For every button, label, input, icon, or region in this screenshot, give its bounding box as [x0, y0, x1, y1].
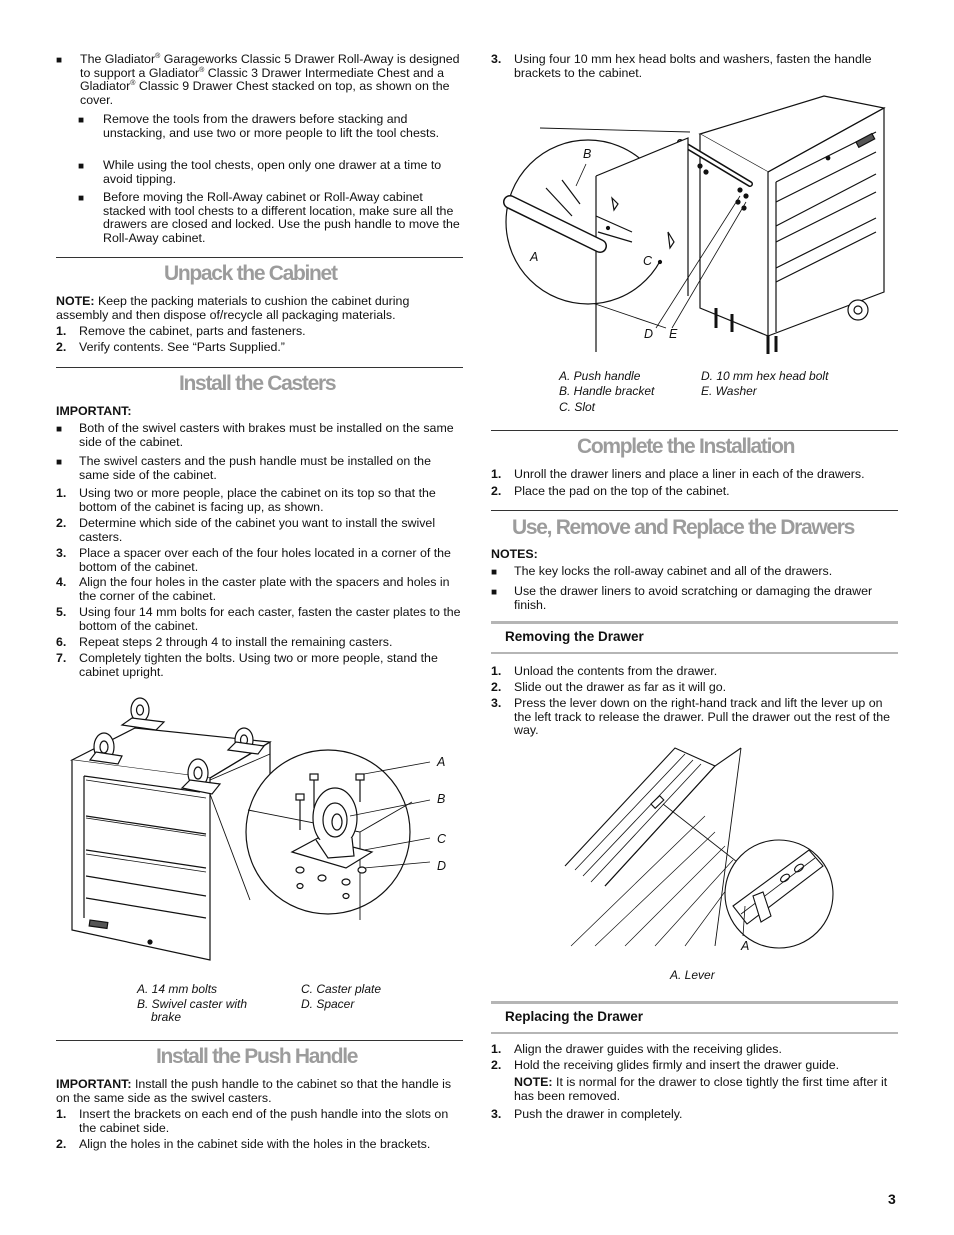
bullet-marker: ■: [78, 115, 85, 126]
caster-caption: A. 14 mm bolts: [137, 982, 218, 996]
removing-heading: Removing the Drawer: [505, 629, 644, 644]
unpack-step: Verify contents. See “Parts Supplied.”: [79, 340, 285, 354]
caster-caption: C. Caster plate: [301, 982, 382, 996]
drawers-note: The key locks the roll-away cabinet and all of the drawers.: [514, 564, 833, 578]
casters-step: Using four 14 mm bolts for each caster, fasten the caster plates to the bottom of the cabinet.: [79, 605, 461, 633]
caster-caption: D. Spacer: [301, 997, 355, 1011]
intro-subbullet: While using the tool chests, open only one drawer at a time to avoid tipping.: [103, 158, 442, 186]
subsection-bar: [491, 621, 898, 624]
complete-step: Unroll the drawer liners and place a liner in each of the drawers.: [514, 467, 865, 481]
figure-label: D: [644, 327, 654, 341]
drawers-heading: Use, Remove and Replace the Drawers: [512, 516, 854, 539]
handle-caption: C. Slot: [559, 400, 596, 414]
figure-label: B: [437, 792, 446, 806]
figure-label: C: [643, 254, 653, 268]
handle-caption: A. Push handle: [559, 369, 641, 383]
bullet-marker: ■: [56, 457, 63, 468]
section-divider: [56, 367, 463, 368]
casters-bullet: The swivel casters and the push handle must be installed on the same side of the cabinet.: [79, 454, 431, 482]
casters-step: Place a spacer over each of the four holes located in a corner of the bottom of the cabinet.: [79, 546, 451, 574]
drawers-notes-label: NOTES:: [491, 547, 538, 561]
caster-caption: brake: [151, 1010, 182, 1024]
lever-caption: A. Lever: [670, 968, 715, 982]
replacing-note: NOTE: It is normal for the drawer to close tightly the first time after it has been removed.: [514, 1075, 888, 1103]
drawer-lever-illustration: [565, 746, 825, 946]
push-handle-step: Using four 10 mm hex head bolts and washers, fasten the handle brackets to the cabinet.: [514, 52, 872, 80]
casters-step: Repeat steps 2 through 4 to install the remaining casters.: [79, 635, 393, 649]
removing-step: Slide out the drawer as far as it will go.: [514, 680, 727, 694]
handle-caption: E. Washer: [701, 384, 757, 398]
casters-step: Completely tighten the bolts. Using two or more people, stand the cabinet upright.: [79, 651, 438, 679]
unpack-note: NOTE: Keep the packing materials to cushion the cabinet during assembly and then dispose of/recycle all packaging materials.: [56, 294, 410, 322]
bullet-marker: ■: [78, 161, 85, 172]
section-divider: [56, 1040, 463, 1041]
replacing-step: Align the drawer guides with the receiving glides.: [514, 1042, 782, 1056]
subsection-bar: [491, 1032, 898, 1034]
figure-label: A: [437, 755, 446, 769]
section-divider: [491, 430, 898, 431]
figure-label: E: [669, 327, 678, 341]
figure-label: C: [437, 832, 447, 846]
page-number: 3: [888, 1191, 896, 1207]
push-handle-heading: Install the Push Handle: [156, 1045, 358, 1068]
removing-step: Press the lever down on the right-hand track and lift the lever up on the left track to release the drawer. Pull the drawer out the rest of the way.: [514, 696, 891, 738]
intro-subbullet: Remove the tools from the drawers before stacking and unstacking, and use two or more people to lift the tool chests.: [103, 112, 440, 140]
bullet-marker: ■: [56, 55, 63, 66]
handle-caption: D. 10 mm hex head bolt: [701, 369, 829, 383]
bullet-marker: ■: [56, 424, 63, 435]
unpack-heading: Unpack the Cabinet: [164, 262, 337, 285]
replacing-heading: Replacing the Drawer: [505, 1009, 644, 1024]
unpack-step: Remove the cabinet, parts and fasteners.: [79, 324, 306, 338]
push-handle-important: IMPORTANT: Install the push handle to the cabinet so that the handle is on the same side as the swivel casters.: [56, 1077, 452, 1105]
intro-text: The Gladiator® Garageworks Classic 5 Drawer Roll-Away is designed to support a Gladiator® Classic 3 Drawer Intermediate Chest and a Gladiator® Classic 9 Drawer Chest stacked on top, as shown on the cover.: [80, 52, 460, 107]
handle-caption: B. Handle bracket: [559, 384, 655, 398]
replacing-step: Push the drawer in completely.: [514, 1107, 683, 1121]
figure-label: A: [741, 939, 750, 953]
casters-important-label: IMPORTANT:: [56, 404, 132, 418]
section-divider: [56, 257, 463, 258]
push-handle-step: Align the holes in the cabinet side with the holes in the brackets.: [79, 1137, 431, 1151]
figure-label: B: [583, 147, 592, 161]
figure-label: A: [530, 250, 539, 264]
casters-bullet: Both of the swivel casters with brakes must be installed on the same side of the cabinet.: [79, 421, 454, 449]
figure-label: D: [437, 859, 447, 873]
intro-subbullet: Before moving the Roll-Away cabinet or Roll-Away cabinet stacked with tool chests to a different location, make sure all the drawers are closed and locked. Use the push handle to move the Roll-Away cabinet.: [103, 190, 460, 245]
step-number: 2.: [56, 340, 67, 354]
drawers-note: Use the drawer liners to avoid scratching or damaging the drawer finish.: [514, 584, 873, 612]
casters-step: Align the four holes in the caster plate with the spacers and holes in the corner of the cabinet.: [79, 575, 450, 603]
casters-step: Determine which side of the cabinet you want to install the swivel casters.: [79, 516, 436, 544]
complete-step: Place the pad on the top of the cabinet.: [514, 484, 730, 498]
caster-caption: B. Swivel caster with: [137, 997, 248, 1011]
subsection-bar: [491, 652, 898, 654]
push-handle-step: Insert the brackets on each end of the push handle into the slots on the cabinet side.: [79, 1107, 449, 1135]
caster-illustration: [60, 690, 460, 970]
push-handle-illustration: [500, 92, 900, 362]
replacing-step: Hold the receiving glides firmly and insert the drawer guide.: [514, 1058, 840, 1072]
subsection-bar: [491, 1001, 898, 1004]
casters-heading: Install the Casters: [179, 372, 336, 395]
removing-step: Unload the contents from the drawer.: [514, 664, 718, 678]
complete-heading: Complete the Installation: [577, 435, 795, 458]
bullet-marker: ■: [78, 193, 85, 204]
section-divider: [491, 510, 898, 511]
step-number: 1.: [56, 324, 67, 338]
casters-step: Using two or more people, place the cabinet on its top so that the bottom of the cabinet is facing up, as shown.: [79, 486, 436, 514]
